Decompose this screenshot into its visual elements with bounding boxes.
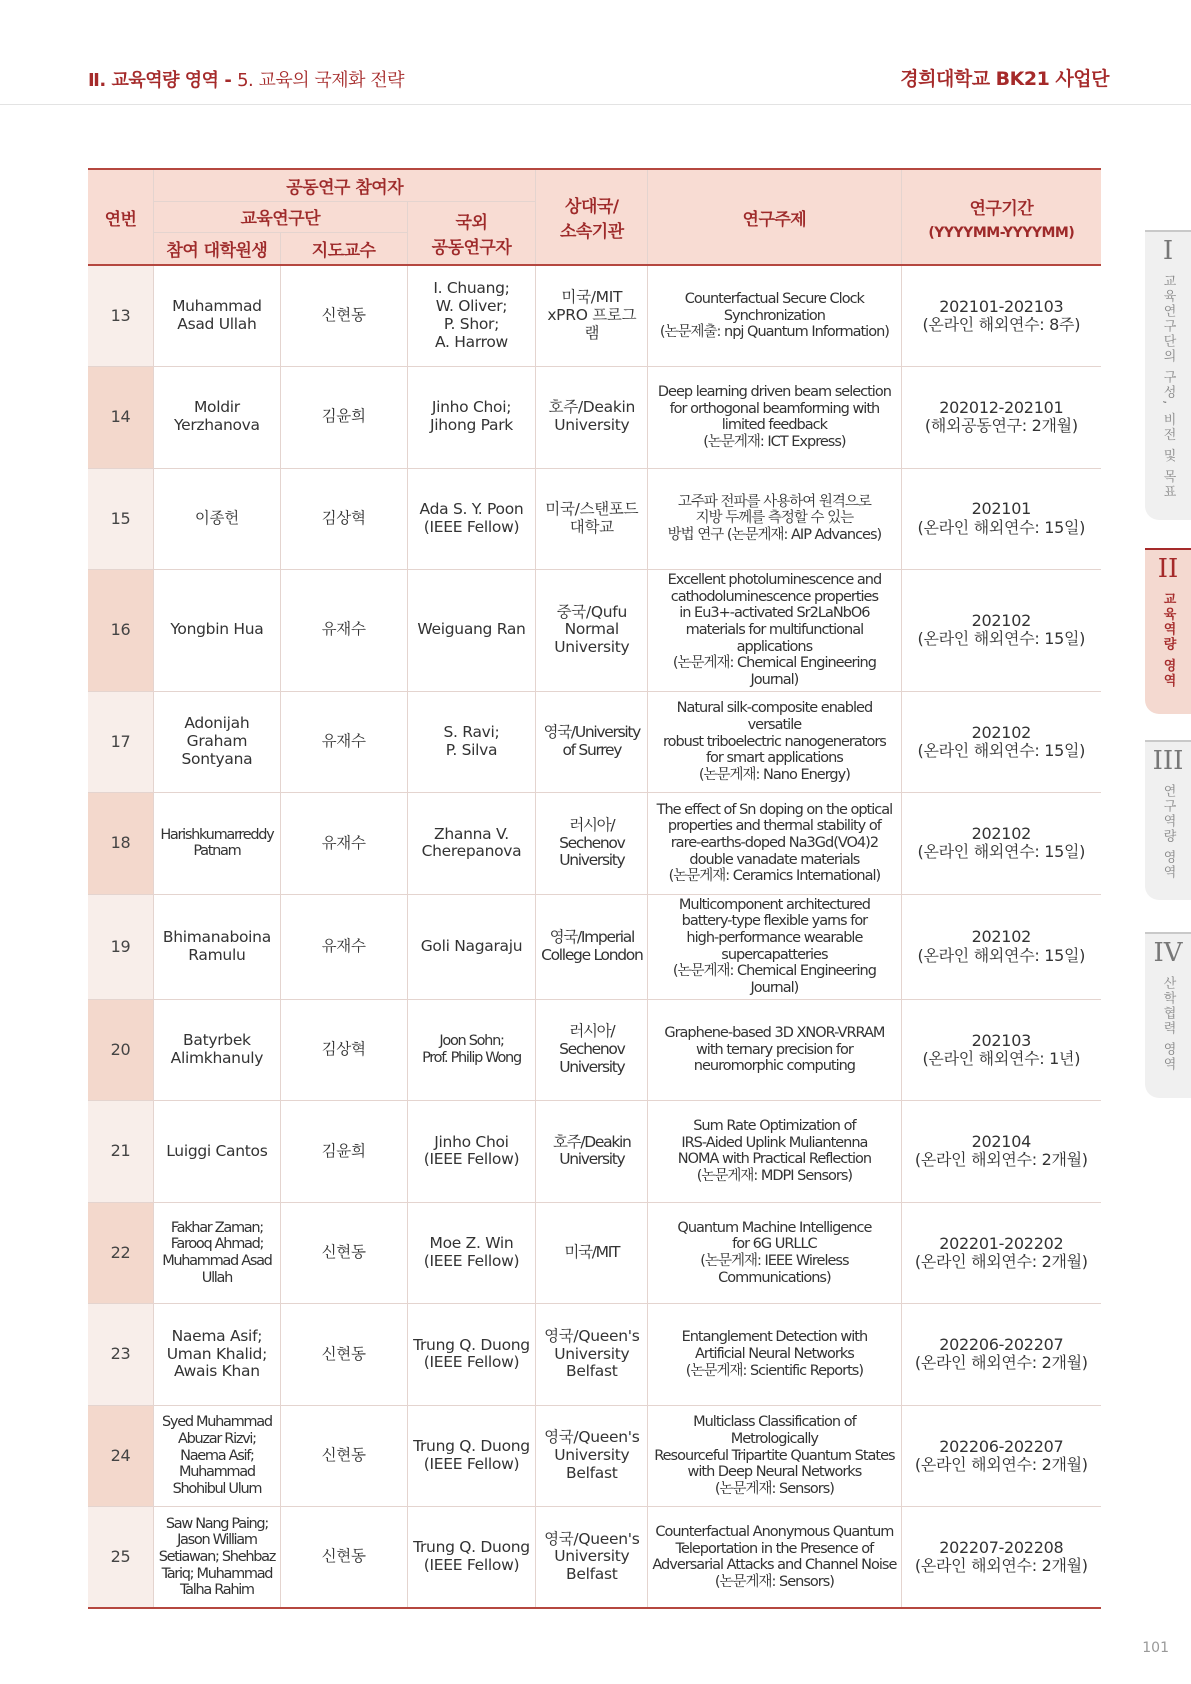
advisor-cell: 유재수 xyxy=(280,894,407,999)
side-tab-4-number: IV xyxy=(1153,938,1183,968)
table-row xyxy=(88,894,1101,999)
row-number: 17 xyxy=(88,691,154,793)
country-cell: 미국/스탠포드 대학교 xyxy=(536,468,648,570)
student-cell: Harishkumarreddy Patnam xyxy=(154,793,281,895)
table-row xyxy=(88,468,1101,570)
foreign-researcher-cell: Jinho Choi (IEEE Fellow) xyxy=(407,1101,536,1203)
period-cell: 202102 (온라인 해외연수: 15일) xyxy=(901,570,1101,692)
period-cell: 202102 (온라인 해외연수: 15일) xyxy=(901,691,1101,793)
table-row xyxy=(88,265,1101,367)
table-row xyxy=(88,1101,1101,1203)
advisor-cell: 신현동 xyxy=(280,265,407,367)
row-number: 14 xyxy=(88,367,154,469)
side-tab-3-label: 연구역량 영역 xyxy=(1160,784,1176,881)
advisor-cell: 신현동 xyxy=(280,1507,407,1609)
period-cell: 202206-202207 (온라인 해외연수: 2개월) xyxy=(901,1405,1101,1507)
country-cell: 호주/Deakin University xyxy=(536,1101,648,1203)
topic-cell: Counterfactual Anonymous Quantum Teleportation in the Presence of Adversarial Attacks and Channel Noise (논문게재: Sensors) xyxy=(648,1507,902,1609)
student-cell: Muhammad Asad Ullah xyxy=(154,265,281,367)
advisor-cell: 김상혁 xyxy=(280,468,407,570)
foreign-researcher-cell: Moe Z. Win (IEEE Fellow) xyxy=(407,1202,536,1304)
period-cell: 202012-202101 (해외공동연구: 2개월) xyxy=(901,367,1101,469)
topic-cell: Graphene-based 3D XNOR-VRRAM with ternary precision for neuromorphic computing xyxy=(648,999,902,1101)
period-cell: 202207-202208 (온라인 해외연수: 2개월) xyxy=(901,1507,1101,1609)
table-row xyxy=(88,367,1101,469)
topic-cell: Entanglement Detection with Artificial Neural Networks (논문게재: Scientific Reports) xyxy=(648,1304,902,1406)
table-row xyxy=(88,999,1101,1101)
country-cell: 영국/University of Surrey xyxy=(536,691,648,793)
advisor-cell: 유재수 xyxy=(280,793,407,895)
country-cell: 중국/Qufu Normal University xyxy=(536,570,648,692)
header-topic: 연구주제 xyxy=(648,169,902,265)
table-row xyxy=(88,1507,1101,1609)
organization-name: 경희대학교 BK21 사업단 xyxy=(900,68,1109,90)
student-cell: Fakhar Zaman; Farooq Ahmad; Muhammad Asad Ullah xyxy=(154,1202,281,1304)
row-number: 23 xyxy=(88,1304,154,1406)
country-cell: 영국/Queen's University Belfast xyxy=(536,1405,648,1507)
foreign-researcher-cell: Ada S. Y. Poon (IEEE Fellow) xyxy=(407,468,536,570)
row-number: 22 xyxy=(88,1202,154,1304)
advisor-cell: 신현동 xyxy=(280,1405,407,1507)
student-cell: Luiggi Cantos xyxy=(154,1101,281,1203)
student-cell: Yongbin Hua xyxy=(154,570,281,692)
country-cell: 영국/Imperial College London xyxy=(536,894,648,999)
international-research-table xyxy=(88,168,1101,1609)
topic-cell: Excellent photoluminescence and cathodoluminescence properties in Eu3+-activated Sr2LaNbO6 materials for multifunctional applications (논문게재: Chemical Engineering Journal) xyxy=(648,570,902,692)
student-cell: Saw Nang Paing; Jason William Setiawan; Shehbaz Tariq; Muhammad Talha Rahim xyxy=(154,1507,281,1609)
table-row xyxy=(88,1405,1101,1507)
topic-cell: Sum Rate Optimization of IRS-Aided Uplink Muliantenna NOMA with Practical Reflection (논문게재: MDPI Sensors) xyxy=(648,1101,902,1203)
period-cell: 202201-202202 (온라인 해외연수: 2개월) xyxy=(901,1202,1101,1304)
foreign-researcher-cell: S. Ravi; P. Silva xyxy=(407,691,536,793)
header-team: 교육연구단 xyxy=(154,201,408,232)
student-cell: Batyrbek Alimkhanuly xyxy=(154,999,281,1101)
advisor-cell: 신현동 xyxy=(280,1202,407,1304)
header-divider xyxy=(0,104,1191,105)
topic-cell: Counterfactual Secure Clock Synchronization (논문제출: npj Quantum Information) xyxy=(648,265,902,367)
topic-cell: 고주파 전파를 사용하여 원격으로 지방 두께를 측정할 수 있는 방법 연구 (논문게재: AIP Advances) xyxy=(648,468,902,570)
subsection-title: 5. 교육의 국제화 전략 xyxy=(237,70,405,91)
side-tab-1-label: 교육연구단의 구성, 비전 및 목표 xyxy=(1160,274,1176,500)
side-tab-2-number: II xyxy=(1157,554,1179,584)
period-cell: 202206-202207 (온라인 해외연수: 2개월) xyxy=(901,1304,1101,1406)
period-cell: 202101 (온라인 해외연수: 15일) xyxy=(901,468,1101,570)
country-cell: 러시아/ Sechenov University xyxy=(536,793,648,895)
period-cell: 202104 (온라인 해외연수: 2개월) xyxy=(901,1101,1101,1203)
country-cell: 영국/Queen's University Belfast xyxy=(536,1507,648,1609)
side-tab-4[interactable] xyxy=(1145,932,1191,1098)
header-no: 연번 xyxy=(88,169,154,265)
advisor-cell: 유재수 xyxy=(280,570,407,692)
period-cell: 202102 (온라인 해외연수: 15일) xyxy=(901,793,1101,895)
student-cell: Bhimanaboina Ramulu xyxy=(154,894,281,999)
table-row xyxy=(88,1304,1101,1406)
header-joint-participants: 공동연구 참여자 xyxy=(154,169,536,201)
period-cell: 202102 (온라인 해외연수: 15일) xyxy=(901,894,1101,999)
side-tab-1[interactable] xyxy=(1145,230,1191,520)
row-number: 21 xyxy=(88,1101,154,1203)
header-student: 참여 대학원생 xyxy=(154,232,281,265)
row-number: 20 xyxy=(88,999,154,1101)
topic-cell: Multiclass Classification of Metrologically Resourceful Tripartite Quantum States with Deep Neural Networks (논문게재: Sensors) xyxy=(648,1405,902,1507)
header-advisor: 지도교수 xyxy=(280,232,407,265)
student-cell: Adonijah Graham Sontyana xyxy=(154,691,281,793)
country-cell: 미국/MIT xyxy=(536,1202,648,1304)
side-tab-3[interactable] xyxy=(1145,740,1191,900)
foreign-researcher-cell: Trung Q. Duong (IEEE Fellow) xyxy=(407,1304,536,1406)
student-cell: Moldir Yerzhanova xyxy=(154,367,281,469)
side-tab-2-label: 교육역량 영역 xyxy=(1160,592,1176,689)
header-period xyxy=(901,169,1101,265)
header-country: 상대국/ 소속기관 xyxy=(536,169,648,265)
header-period-label: 연구기간 xyxy=(969,198,1034,219)
foreign-researcher-cell: Zhanna V. Cherepanova xyxy=(407,793,536,895)
table-row xyxy=(88,691,1101,793)
topic-cell: Quantum Machine Intelligence for 6G URLLC (논문게재: IEEE Wireless Communications) xyxy=(648,1202,902,1304)
period-cell: 202101-202103 (온라인 해외연수: 8주) xyxy=(901,265,1101,367)
country-cell: 미국/MIT xPRO 프로그램 xyxy=(536,265,648,367)
foreign-researcher-cell: I. Chuang; W. Oliver; P. Shor; A. Harrow xyxy=(407,265,536,367)
header-period-format: (YYYYMM-YYYYMM) xyxy=(928,224,1075,241)
header-foreign-researcher: 국외 공동연구자 xyxy=(407,201,536,265)
student-cell: Naema Asif; Uman Khalid; Awais Khan xyxy=(154,1304,281,1406)
foreign-researcher-cell: Joon Sohn; Prof. Philip Wong xyxy=(407,999,536,1101)
advisor-cell: 신현동 xyxy=(280,1304,407,1406)
row-number: 13 xyxy=(88,265,154,367)
topic-cell: Multicomponent architectured battery-type flexible yarns for high-performance wearable supercapatteries (논문게재: Chemical Engineering Journal) xyxy=(648,894,902,999)
foreign-researcher-cell: Weiguang Ran xyxy=(407,570,536,692)
row-number: 15 xyxy=(88,468,154,570)
side-tab-3-number: III xyxy=(1152,746,1184,776)
foreign-researcher-cell: Trung Q. Duong (IEEE Fellow) xyxy=(407,1507,536,1609)
row-number: 18 xyxy=(88,793,154,895)
section-title: Ⅱ. 교육역량 영역 - xyxy=(88,70,232,91)
student-cell: Syed Muhammad Abuzar Rizvi; Naema Asif; Muhammad Shohibul Ulum xyxy=(154,1405,281,1507)
foreign-researcher-cell: Jinho Choi; Jihong Park xyxy=(407,367,536,469)
foreign-researcher-cell: Trung Q. Duong (IEEE Fellow) xyxy=(407,1405,536,1507)
student-cell: 이종헌 xyxy=(154,468,281,570)
advisor-cell: 김윤희 xyxy=(280,367,407,469)
row-number: 19 xyxy=(88,894,154,999)
advisor-cell: 김윤희 xyxy=(280,1101,407,1203)
country-cell: 영국/Queen's University Belfast xyxy=(536,1304,648,1406)
table-row xyxy=(88,1202,1101,1304)
row-number: 16 xyxy=(88,570,154,692)
topic-cell: Natural silk-composite enabled versatile robust triboelectric nanogenerators for smart applications (논문게재: Nano Energy) xyxy=(648,691,902,793)
topic-cell: The effect of Sn doping on the optical properties and thermal stability of rare-earths-doped Na3Gd(VO4)2 double vanadate materials (논문게재: Ceramics International) xyxy=(648,793,902,895)
country-cell: 러시아/ Sechenov University xyxy=(536,999,648,1101)
period-cell: 202103 (온라인 해외연수: 1년) xyxy=(901,999,1101,1101)
foreign-researcher-cell: Goli Nagaraju xyxy=(407,894,536,999)
topic-cell: Deep learning driven beam selection for orthogonal beamforming with limited feedback (논문게재: ICT Express) xyxy=(648,367,902,469)
table-row xyxy=(88,570,1101,692)
side-tab-4-label: 산학협력 영역 xyxy=(1160,976,1176,1073)
side-tab-1-number: I xyxy=(1162,236,1174,266)
side-tab-2[interactable] xyxy=(1145,548,1191,714)
page-number: 101 xyxy=(1142,1640,1169,1656)
row-number: 24 xyxy=(88,1405,154,1507)
section-breadcrumb xyxy=(88,66,404,92)
table-row xyxy=(88,793,1101,895)
advisor-cell: 유재수 xyxy=(280,691,407,793)
advisor-cell: 김상혁 xyxy=(280,999,407,1101)
country-cell: 호주/Deakin University xyxy=(536,367,648,469)
row-number: 25 xyxy=(88,1507,154,1609)
